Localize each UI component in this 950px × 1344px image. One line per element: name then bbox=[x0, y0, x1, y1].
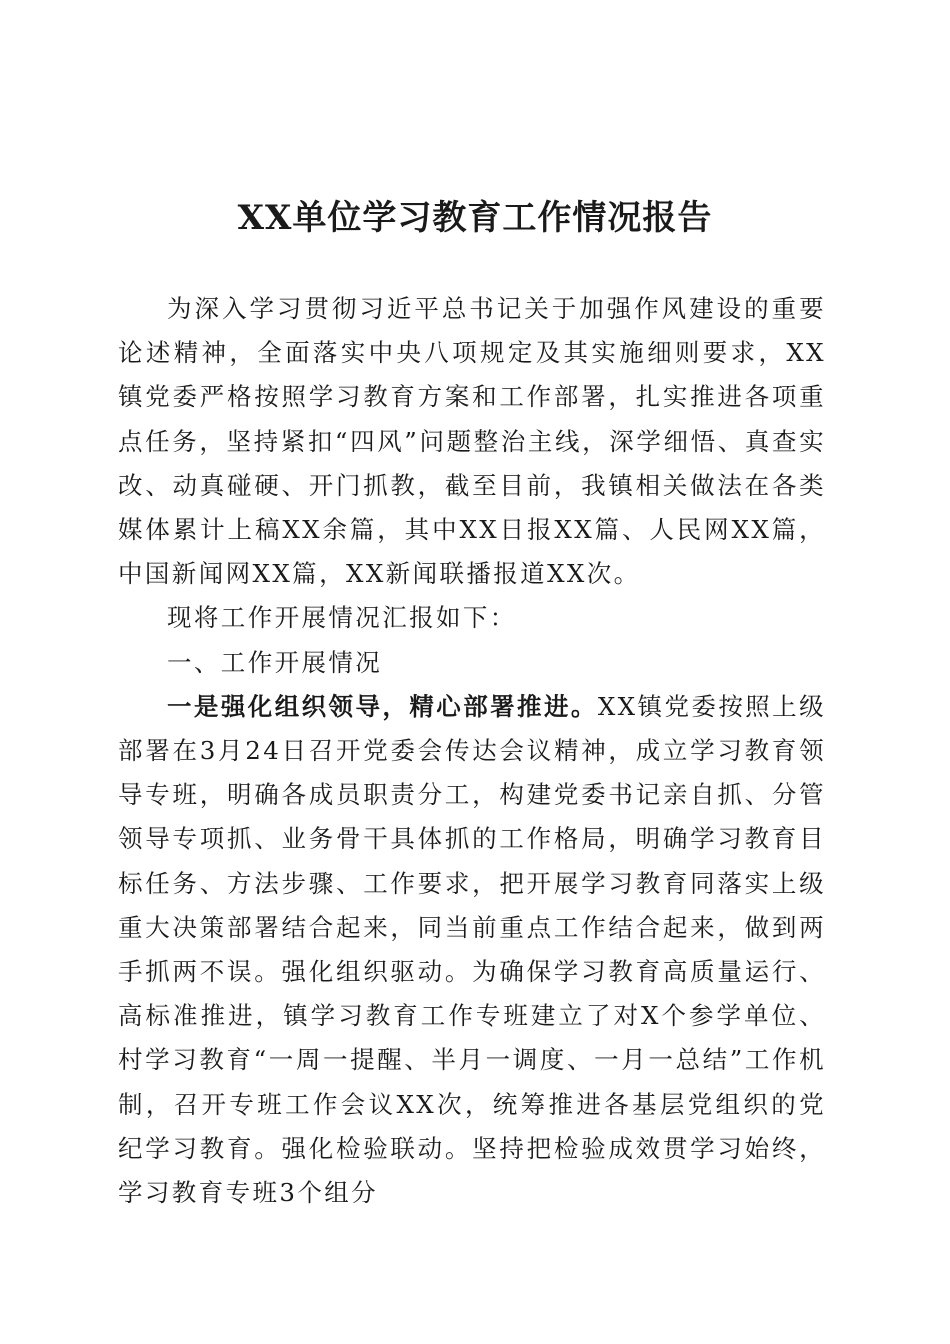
document-body bbox=[118, 287, 826, 1215]
paragraph-1-body: XX镇党委按照上级部署在3月24日召开党委会传达会议精神，成立学习教育领导专班，明确各成员职责分工，构建党委书记亲自抓、分管领导专项抓、业务骨干具体抓的工作格局，明确学习教育目标任务、方法步骤、工作要求，把开展学习教育同落实上级重大决策部署结合起来，同当前重点工作结合起来，做到两手抓两不误。强化组织驱动。为确保学习教育高质量运行、高标准推进，镇学习教育工作专班建立了对X个参学单位、村学习教育“一周一提醒、半月一调度、一月一总结”工作机制，召开专班工作会议XX次，统筹推进各基层党组织的党纪学习教育。强化检验联动。坚持把检验成效贯学习始终，学习教育专班3个组分 bbox=[118, 691, 826, 1208]
paragraph-1 bbox=[118, 685, 826, 1215]
section-heading-1: 一、工作开展情况 bbox=[167, 647, 383, 677]
report-intro-paragraph: 现将工作开展情况汇报如下： bbox=[167, 603, 517, 633]
document-title: XX单位学习教育工作情况报告 bbox=[237, 198, 713, 238]
intro-paragraph: 为深入学习贯彻习近平总书记关于加强作风建设的重要论述精神，全面落实中央八项规定及其实施细则要求，XX镇党委严格按照学习教育方案和工作部署，扎实推进各项重点任务，坚持紧扣“四风”问题整治主线，深学细悟、真查实改、动真碰硬、开门抓教，截至目前，我镇相关做法在各类媒体累计上稿XX余篇，其中XX日报XX篇、人民网XX篇，中国新闻网XX篇，XX新闻联播报道XX次。 bbox=[118, 294, 826, 589]
paragraph-1-lead: 一是强化组织领导，精心部署推进。 bbox=[167, 691, 598, 721]
